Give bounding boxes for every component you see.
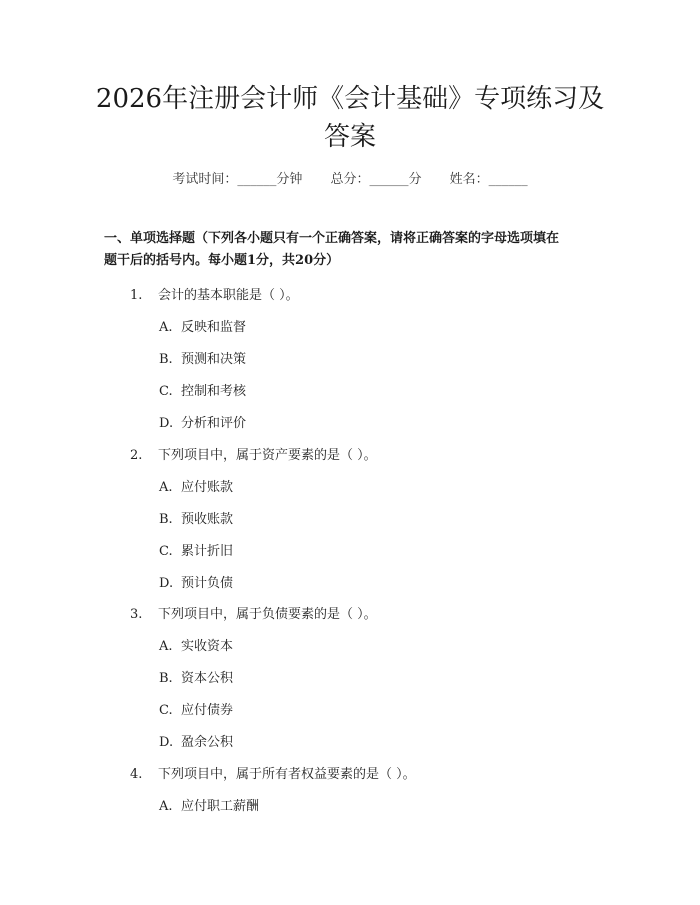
question-3-option-c: [159, 699, 233, 718]
question-text: 会计的基本职能是（ ）。: [158, 288, 299, 303]
option-text: 实收资本: [181, 639, 234, 654]
option-text: 应付债券: [181, 703, 234, 718]
option-text: 应付账款: [181, 480, 234, 495]
section-heading: [104, 228, 604, 272]
option-letter: A.: [159, 480, 173, 495]
question-number: 4.: [130, 767, 143, 782]
question-2-option-d: [159, 572, 233, 591]
option-text: 分析和评价: [181, 416, 247, 431]
option-text: 应付职工薪酬: [181, 799, 260, 814]
option-letter: A.: [159, 639, 173, 654]
exam-info-row: [0, 168, 700, 187]
document-title: [90, 80, 610, 156]
option-text: 盈余公积: [181, 735, 234, 750]
section-heading-line-2: 题干后的括号内。每小题1分，共20分）: [104, 253, 340, 268]
question-2-option-a: [159, 476, 233, 495]
option-letter: A.: [159, 799, 173, 814]
title-line-1: 2026年注册会计师《会计基础》专项练习及: [95, 84, 605, 114]
total-score-field: 总分：______分: [330, 172, 422, 187]
option-letter: A.: [159, 320, 173, 335]
option-letter: B.: [159, 512, 173, 527]
option-text: 预计负债: [181, 576, 234, 591]
option-text: 资本公积: [181, 671, 234, 686]
question-1: [130, 284, 299, 303]
option-text: 控制和考核: [181, 384, 247, 399]
question-number: 3.: [130, 607, 143, 622]
section-heading-line-1: 一、单项选择题（下列各小题只有一个正确答案，请将正确答案的字母选项填在: [104, 231, 560, 246]
exam-time-field: 考试时间：______分钟: [172, 172, 303, 187]
question-3-option-a: [159, 635, 233, 654]
option-text: 反映和监督: [181, 320, 247, 335]
question-number: 2.: [130, 448, 143, 463]
question-number: 1.: [130, 288, 143, 303]
option-letter: B.: [159, 671, 173, 686]
option-letter: D.: [159, 416, 174, 431]
question-1-option-b: [159, 348, 246, 367]
question-1-option-d: [159, 412, 246, 431]
question-1-option-a: [159, 316, 246, 335]
question-3-option-d: [159, 731, 233, 750]
question-text: 下列项目中，属于资产要素的是（ ）。: [158, 448, 377, 463]
question-4-option-a: [159, 795, 259, 814]
question-1-option-c: [159, 380, 246, 399]
option-text: 累计折旧: [181, 544, 234, 559]
question-3: [130, 603, 377, 622]
option-letter: D.: [159, 735, 174, 750]
question-text: 下列项目中，属于负债要素的是（ ）。: [158, 607, 377, 622]
option-text: 预收账款: [181, 512, 234, 527]
question-text: 下列项目中，属于所有者权益要素的是（ ）。: [158, 767, 416, 782]
option-letter: C.: [159, 703, 173, 718]
question-2: [130, 444, 377, 463]
question-2-option-c: [159, 540, 233, 559]
title-line-2: 答案: [323, 122, 376, 152]
option-letter: C.: [159, 544, 173, 559]
option-text: 预测和决策: [181, 352, 247, 367]
question-4: [130, 763, 416, 782]
option-letter: D.: [159, 576, 174, 591]
option-letter: C.: [159, 384, 173, 399]
question-2-option-b: [159, 508, 233, 527]
question-3-option-b: [159, 667, 233, 686]
option-letter: B.: [159, 352, 173, 367]
student-name-field: 姓名：______: [449, 172, 528, 187]
